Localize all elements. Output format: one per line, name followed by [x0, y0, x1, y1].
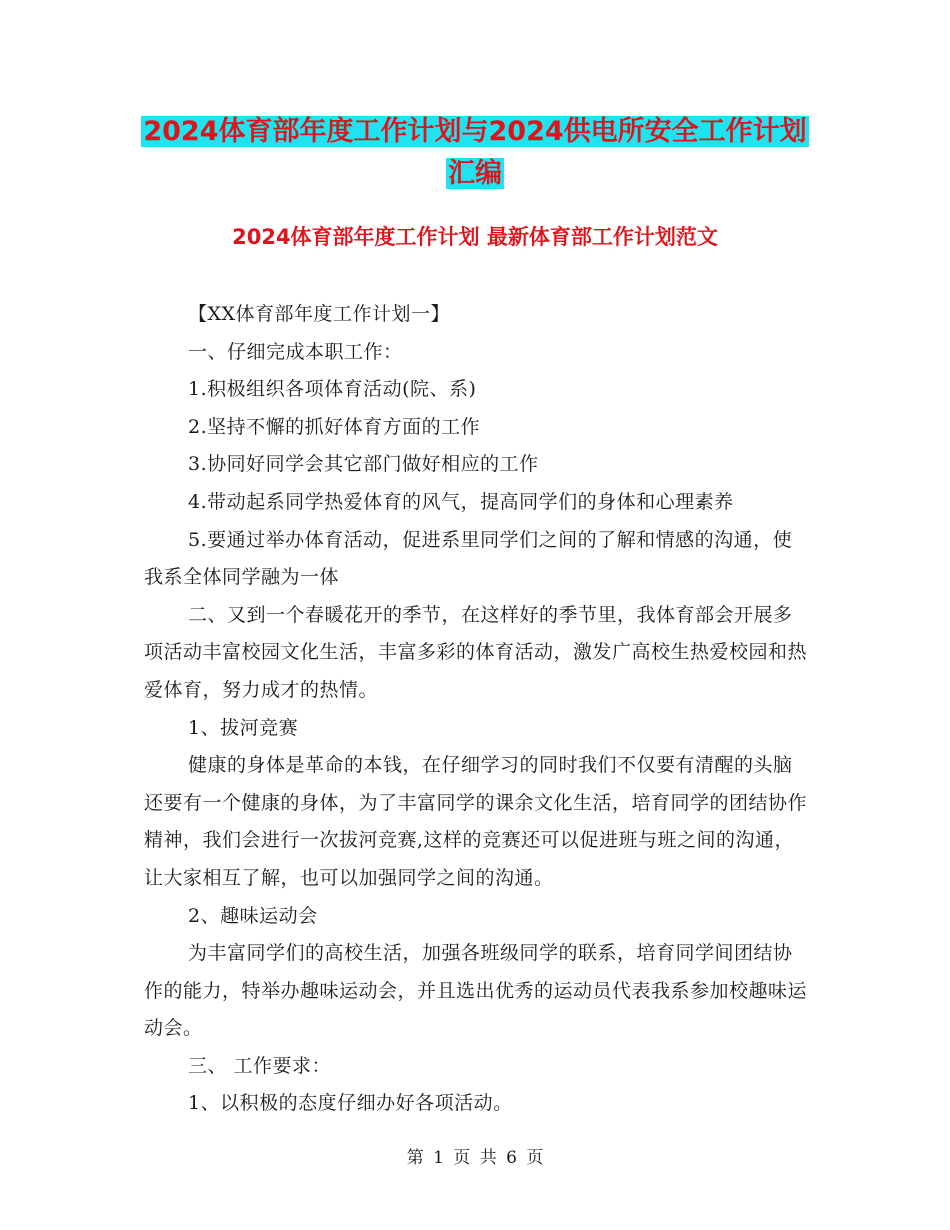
- paragraph-section-3: 三、 工作要求：: [188, 1054, 332, 1077]
- subheading-fun-games: 2、趣味运动会: [188, 904, 318, 927]
- document-body: [144, 296, 808, 1123]
- list-item: 1、以积极的态度仔细办好各项活动。: [188, 1092, 513, 1115]
- list-item: 4.带动起系同学热爱体育的风气，提高同学们的身体和心理素养: [188, 490, 734, 513]
- document-title-line-1: 2024体育部年度工作计划与2024供电所安全工作计划: [143, 116, 807, 147]
- paragraph-section-2: 二、又到一个春暖花开的季节，在这样好的季节里，我体育部会开展多项活动丰富校园文化生活，丰富多彩的体育活动，激发广高校生热爱校园和热爱体育，努力成才的热情。: [144, 603, 808, 701]
- section-heading: 2024体育部年度工作计划 最新体育部工作计划范文: [232, 225, 718, 249]
- paragraph: 健康的身体是革命的本钱，在仔细学习的同时我们不仅要有清醒的头脑还要有一个健康的身体，为了丰富同学的课余文化生活，培育同学的团结协作精神，我们会进行一次拔河竞赛,这样的竞赛还可以促进班与班之间的沟通，让大家相互了解，也可以加强同学之间的沟通。: [144, 754, 808, 889]
- subheading-tug-of-war: 1、拔河竞赛: [188, 716, 299, 739]
- list-item: 2.坚持不懈的抓好体育方面的工作: [188, 415, 481, 438]
- list-item: 1.积极组织各项体育活动(院、系): [188, 378, 477, 401]
- document-title-line-2: 汇编: [448, 158, 502, 189]
- paragraph-section-1: 一、仔细完成本职工作：: [188, 340, 403, 363]
- list-item: 5.要通过举办体育活动，促进系里同学们之间的了解和情感的沟通，使我系全体同学融为一体: [144, 528, 793, 589]
- list-item: 3.协同好同学会其它部门做好相应的工作: [188, 453, 539, 476]
- page-number: 第 1 页 共 6 页: [406, 1148, 544, 1168]
- plan-heading: 【XX体育部年度工作计划一】: [188, 303, 451, 325]
- paragraph: 为丰富同学们的高校生活，加强各班级同学的联系，培育同学间团结协作的能力，特举办趣味运动会，并且选出优秀的运动员代表我系参加校趣味运动会。: [144, 942, 808, 1040]
